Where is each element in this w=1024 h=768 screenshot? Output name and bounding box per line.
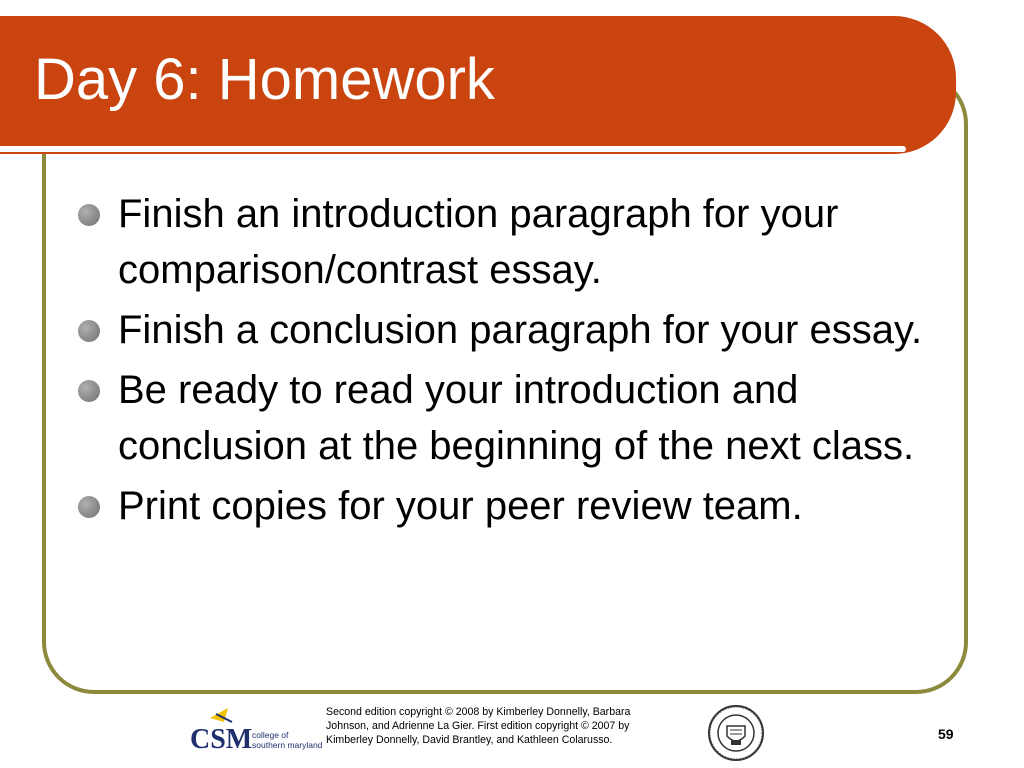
bullet-dot-icon: [78, 496, 100, 518]
college-seal-icon: [707, 704, 765, 762]
title-underline: [0, 146, 906, 152]
logo-text: CSM: [190, 724, 253, 755]
list-item: [78, 302, 948, 358]
slide-title: Day 6: Homework: [34, 47, 495, 112]
bullet-text: Be ready to read your introduction and conclusion at the beginning of the next class.: [118, 368, 915, 468]
list-item: [78, 478, 948, 534]
bullet-list: [78, 186, 948, 538]
csm-logo: [188, 704, 323, 755]
list-item: [78, 186, 948, 298]
page-number: 59: [938, 726, 954, 742]
bullet-dot-icon: [78, 380, 100, 402]
list-item: [78, 362, 948, 474]
bullet-text: Finish an introduction paragraph for your comparison/contrast essay.: [118, 192, 839, 292]
logo-subtext-2: southern maryland: [252, 740, 323, 750]
bullet-dot-icon: [78, 320, 100, 342]
copyright-notice: Second edition copyright © 2008 by Kimberley Donnelly, Barbara Johnson, and Adrienne La Gier. First edition copyright © 2007 by Kimberley Donnelly, David Brantley, and Kathleen Colarusso.: [326, 706, 631, 746]
logo-subtext-1: college of: [252, 730, 289, 740]
bullet-dot-icon: [78, 204, 100, 226]
bullet-text: Finish a conclusion paragraph for your essay.: [118, 308, 923, 352]
bullet-text: Print copies for your peer review team.: [118, 484, 803, 528]
